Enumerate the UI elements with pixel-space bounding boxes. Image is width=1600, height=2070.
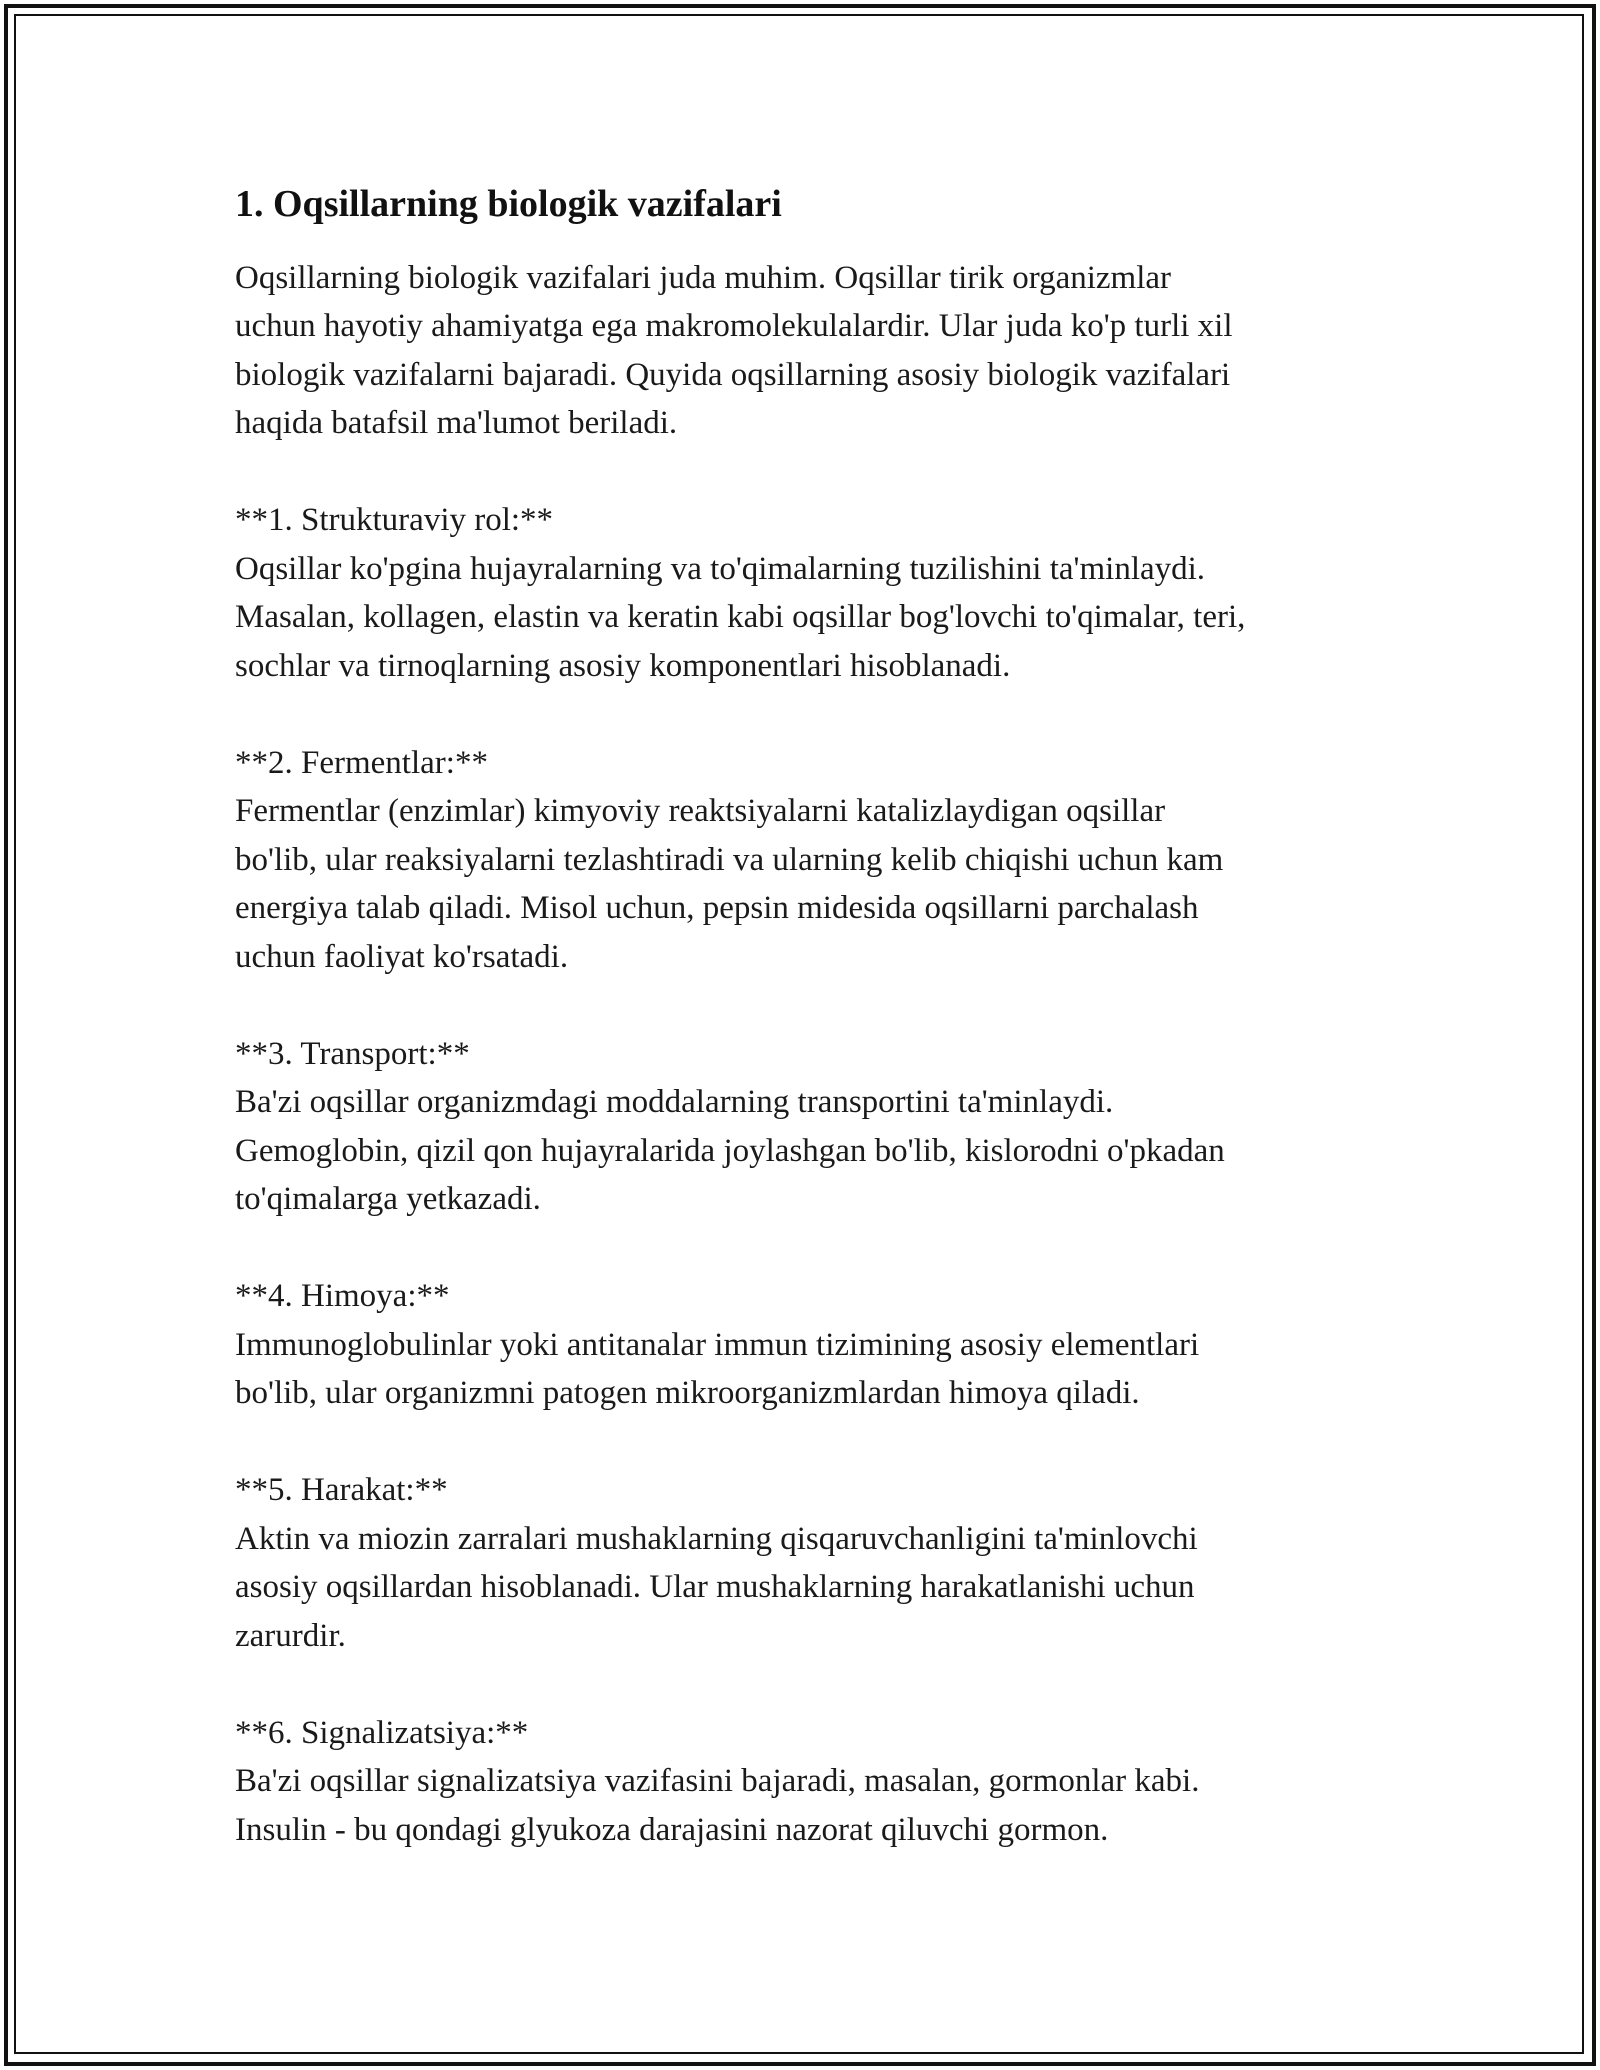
section-body: Oqsillar ko'pgina hujayralarning va to'qimalarning tuzilishini ta'minlaydi. Masalan, kollagen, elastin va keratin kabi oqsillar bog'lovchi to'qimalar, teri, sochlar va tirnoqlarning asosiy komponentlari hisoblanadi. bbox=[235, 550, 1246, 684]
section-heading: **4. Himoya:** bbox=[235, 1278, 450, 1315]
section-protection bbox=[235, 1272, 1385, 1418]
section-body: Aktin va miozin zarralari mushaklarning qisqaruvchanligini ta'minlovchi asosiy oqsillardan hisoblanadi. Ular mushaklarning harakatlanishi uchun zarurdir. bbox=[235, 1520, 1198, 1654]
section-body: Fermentlar (enzimlar) kimyoviy reaktsiyalarni katalizlaydigan oqsillar bo'lib, ular reaksiyalarni tezlashtiradi va ularning kelib chiqishi uchun kam energiya talab qiladi. Misol uchun, pepsin midesida oqsillarni parchalash uchun faoliyat ko'rsatadi. bbox=[235, 793, 1224, 975]
section-heading: **1. Strukturaviy rol:** bbox=[235, 502, 554, 539]
section-heading: **6. Signalizatsiya:** bbox=[235, 1714, 529, 1751]
document-title: 1. Oqsillarning biologik vazifalari bbox=[235, 183, 782, 225]
section-transport bbox=[235, 1030, 1385, 1224]
section-body: Ba'zi oqsillar signalizatsiya vazifasini bajaradi, masalan, gormonlar kabi. Insulin - bu qondagi glyukoza darajasini nazorat qiluvchi gormon. bbox=[235, 1763, 1200, 1848]
section-enzymes bbox=[235, 739, 1385, 982]
section-body: Ba'zi oqsillar organizmdagi moddalarning transportini ta'minlaydi. Gemoglobin, qizil qon hujayralarida joylashgan bo'lib, kislorodni o'pkadan to'qimalarga yetkazadi. bbox=[235, 1084, 1225, 1218]
section-heading: **5. Harakat:** bbox=[235, 1472, 448, 1509]
intro-paragraph: Oqsillarning biologik vazifalari juda muhim. Oqsillar tirik organizmlar uchun hayotiy ahamiyatga ega makromolekulalardir. Ular juda ko'p turli xil biologik vazifalarni bajaradi. Quyida oqsillarning asosiy biologik vazifalari haqida batafsil ma'lumot beriladi. bbox=[235, 259, 1233, 442]
section-movement bbox=[235, 1466, 1385, 1660]
section-body: Immunoglobulinlar yoki antitanalar immun tizimining asosiy elementlari bo'lib, ular organizmni patogen mikroorganizmlardan himoya qiladi. bbox=[235, 1326, 1200, 1412]
section-structural-role bbox=[235, 496, 1385, 690]
section-heading: **3. Transport:** bbox=[235, 1035, 470, 1072]
section-signaling bbox=[235, 1709, 1385, 1855]
document-body bbox=[235, 182, 1385, 1854]
section-heading: **2. Fermentlar:** bbox=[235, 744, 488, 781]
